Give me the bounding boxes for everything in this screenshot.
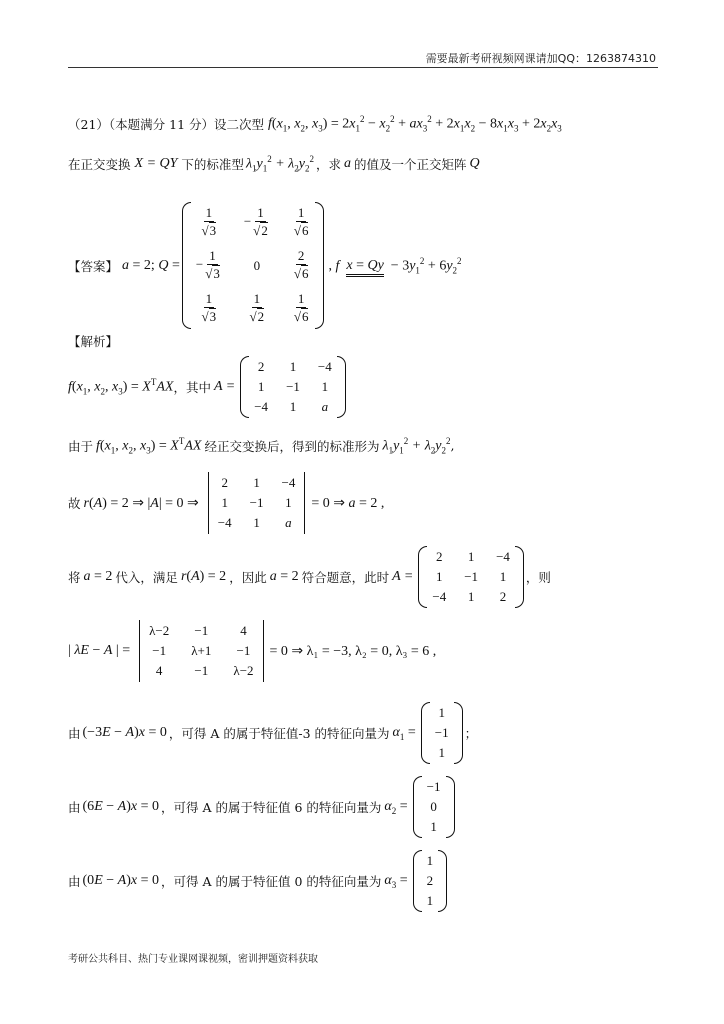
vec-cell: −1 <box>434 725 449 740</box>
matrix-a-label: A = <box>213 379 236 394</box>
a-cell: 1 <box>289 399 297 414</box>
lam-cell: 4 <box>240 623 247 638</box>
analysis-text: 将 <box>68 570 81 585</box>
analysis-text: ，可得 A 的属于特征值 0 的特征向量为 <box>161 874 382 889</box>
analysis-text: ，可得 A 的属于特征值-3 的特征向量为 <box>168 726 390 741</box>
problem-line-2 <box>68 154 480 173</box>
eigen-line-3 <box>68 850 449 912</box>
q-cell: 0 <box>253 257 261 273</box>
lam-cell: −1 <box>152 643 167 658</box>
lam-cell: λ−2 <box>233 663 254 678</box>
q-cell: $\frac{1}{√6}$ <box>293 291 309 324</box>
analysis-text: 符合题意，此时 <box>301 570 390 585</box>
det-a <box>204 472 310 534</box>
lam-cell: −1 <box>236 643 251 658</box>
page-footer: 考研公共科目、热门专业课网课视频，密训押题资料获取 <box>68 954 318 965</box>
det-cell: −4 <box>281 475 296 490</box>
answer-label: 【答案】 <box>68 258 119 274</box>
a2-cell: 1 <box>467 549 475 564</box>
standard-form: $\lambda_1y_1^2 + \lambda_2y_2^2$ <box>382 436 451 456</box>
a2-cell: −1 <box>464 569 479 584</box>
eigen-line-1: 由 (−3E − A)x = 0 ，可得 A 的属于特征值-3 的特征向量为 $\alpha_1$ = 1 −1 1 ； <box>68 702 477 764</box>
eigen-eq-1: (−3E − A)x = 0 <box>82 725 167 740</box>
vec-cell: −1 <box>426 779 441 794</box>
vector-alpha1 <box>421 702 463 764</box>
eigenvalues: λ₁ = −3, λ₂ = 0, λ₃ = 6 <box>306 643 430 659</box>
analysis-text: ，其中 <box>173 380 211 395</box>
analysis-line-1 <box>68 356 348 418</box>
matrix-q <box>182 202 325 329</box>
a-cell: a <box>321 399 329 414</box>
quadratic-form-expr: ($x_1$, $x_2$, $x_3) = 2x_1^2 - x_2^2 + ax_3^2 + 2x_1x_2 - 8x_1x_3 + 2x_2x_3$ <box>271 114 562 134</box>
analysis-text: 经正交变换后，得到的标准形为 <box>204 438 380 454</box>
analysis-label: 【解析】 <box>68 334 119 349</box>
vec-cell: 1 <box>426 853 434 868</box>
quadratic-form: f <box>268 115 272 131</box>
vec-cell: 1 <box>438 705 445 720</box>
a2-cell: −4 <box>496 549 510 564</box>
var-q: Q <box>469 155 480 171</box>
a-cell: −4 <box>317 359 332 374</box>
q-cell: $\frac{1}{√3}$ <box>201 291 217 324</box>
lam-cell: λ−2 <box>149 623 170 638</box>
lam-cell: −1 <box>194 663 209 678</box>
answer-transform: , f $x = Qy - 3y_1^2 + 6y_2^2$ <box>328 256 461 275</box>
transform-expr: X = QY <box>134 155 178 171</box>
a2-cell: −4 <box>432 589 447 604</box>
det-cell: 1 <box>253 515 260 530</box>
vector-alpha3 <box>413 850 448 912</box>
q-cell: $\frac{1}{√6}$ <box>293 205 309 238</box>
det-cell: −1 <box>249 495 264 510</box>
alpha1-label: $\alpha_1$ = <box>392 724 416 742</box>
a2-cell: 1 <box>467 589 475 604</box>
alpha2-label: $\alpha_2$ = <box>384 798 408 816</box>
det-cell: a <box>285 515 292 530</box>
a2-cell: 1 <box>499 569 507 584</box>
analysis-text: ，则 <box>525 570 551 585</box>
problem-line-1 <box>68 114 562 133</box>
eigen-line-2 <box>68 776 457 838</box>
det-cell: −4 <box>217 515 232 530</box>
q-cell: $\frac{1}{√3}$ <box>201 205 217 238</box>
matrix-a <box>240 356 346 418</box>
f-equals-xtax: $f(x_1$, $x_2$, $x_3) = X^TAX$ <box>68 377 174 397</box>
a2-cell: 2 <box>436 549 443 564</box>
standard-form: $\lambda_1y_1^2 + \lambda_2y_2^2$ <box>245 154 314 174</box>
vec-cell: 2 <box>426 873 434 888</box>
lam-cell: −1 <box>194 623 209 638</box>
problem-text: ，求 <box>315 156 341 172</box>
lam-cell: 4 <box>155 663 163 678</box>
rank-2: r(A) = 2 <box>180 569 227 584</box>
a-eq-2: a = 2 <box>83 569 113 584</box>
lam-cell: λ+1 <box>191 643 212 658</box>
det-cell: 1 <box>221 495 228 510</box>
analysis-line-2: 由于 $f(x_1$, $x_2$, $x_3) = X^TAX$ 经正交变换后，得到的标准形为 $\lambda_1y_1^2 + \lambda_2y_2^2$ , <box>68 436 455 456</box>
a-cell: 1 <box>321 379 329 394</box>
vec-cell: 0 <box>430 799 437 814</box>
a-cell: 1 <box>257 379 265 394</box>
page-header: 需要最新考研视频网课请加QQ：1263874310 <box>425 52 656 65</box>
problem-text: 下的标准型 <box>181 156 244 172</box>
a-cell: −1 <box>286 379 300 394</box>
det-cell: 2 <box>221 475 228 490</box>
a2-cell: 1 <box>436 569 443 584</box>
var-a: a <box>343 155 351 171</box>
analysis-text: 故 <box>68 496 81 511</box>
analysis-text: ，因此 <box>229 570 267 585</box>
analysis-line-5 <box>68 620 436 682</box>
a-eq-2: a = 2 <box>269 569 299 584</box>
rank-condition: r(A) = 2 ⇒ |A| = 0 ⇒ <box>83 495 199 511</box>
alpha3-label: $\alpha_3$ = <box>384 872 408 890</box>
f-equals-xtax: $f(x_1$, $x_2$, $x_3) = X^TAX$ <box>96 436 202 456</box>
header-divider <box>68 67 658 68</box>
analysis-text: 由 <box>68 874 81 889</box>
analysis-text: 由 <box>68 726 81 741</box>
q-cell: − $\frac{1}{√2}$ <box>243 205 268 238</box>
eigen-eq-2: (6E − A)x = 0 <box>82 799 160 814</box>
det-cell: 1 <box>253 475 260 490</box>
q-cell: $\frac{2}{√6}$ <box>293 248 309 281</box>
q-cell: − $\frac{1}{√3}$ <box>195 248 220 281</box>
vec-cell: 1 <box>438 745 445 760</box>
q-cell: $\frac{1}{√2}$ <box>249 291 265 324</box>
a-cell: −4 <box>254 399 269 414</box>
det-lambda <box>135 620 267 682</box>
matrix-a-label: A = <box>392 569 414 584</box>
analysis-text: ，可得 A 的属于特征值 6 的特征向量为 <box>161 800 382 815</box>
det-result: = 0 ⇒ a = 2 , <box>311 495 385 511</box>
answer-block <box>68 202 462 329</box>
a-cell: 2 <box>257 359 265 374</box>
a-cell: 1 <box>289 359 297 374</box>
analysis-line-4 <box>68 546 551 608</box>
problem-label: （21）（本题满分 11 分）设二次型 <box>68 116 265 132</box>
matrix-a-2 <box>418 546 524 608</box>
vec-cell: 1 <box>430 819 437 834</box>
analysis-line-3 <box>68 472 384 534</box>
analysis-text: 由于 <box>68 438 94 454</box>
vec-cell: 1 <box>426 893 434 908</box>
analysis-text: 代入，满足 <box>115 570 178 585</box>
vector-alpha2 <box>413 776 455 838</box>
a2-cell: 2 <box>499 589 507 604</box>
eigenvalues-result: = 0 ⇒ λ₁ = −3, λ₂ = 0, λ₃ = 6 , <box>269 643 437 659</box>
eigen-eq-3: (0E − A)x = 0 <box>82 873 160 888</box>
analysis-text: 由 <box>68 800 81 815</box>
problem-text: 的值及一个正交矩阵 <box>353 156 467 172</box>
det-cell: 1 <box>285 495 292 510</box>
answer-a: a <box>122 257 130 273</box>
char-poly-label: | λE − A | = <box>68 643 131 658</box>
answer-eq: = 2; Q = <box>129 257 180 273</box>
problem-text: 在正交变换 <box>68 156 131 172</box>
